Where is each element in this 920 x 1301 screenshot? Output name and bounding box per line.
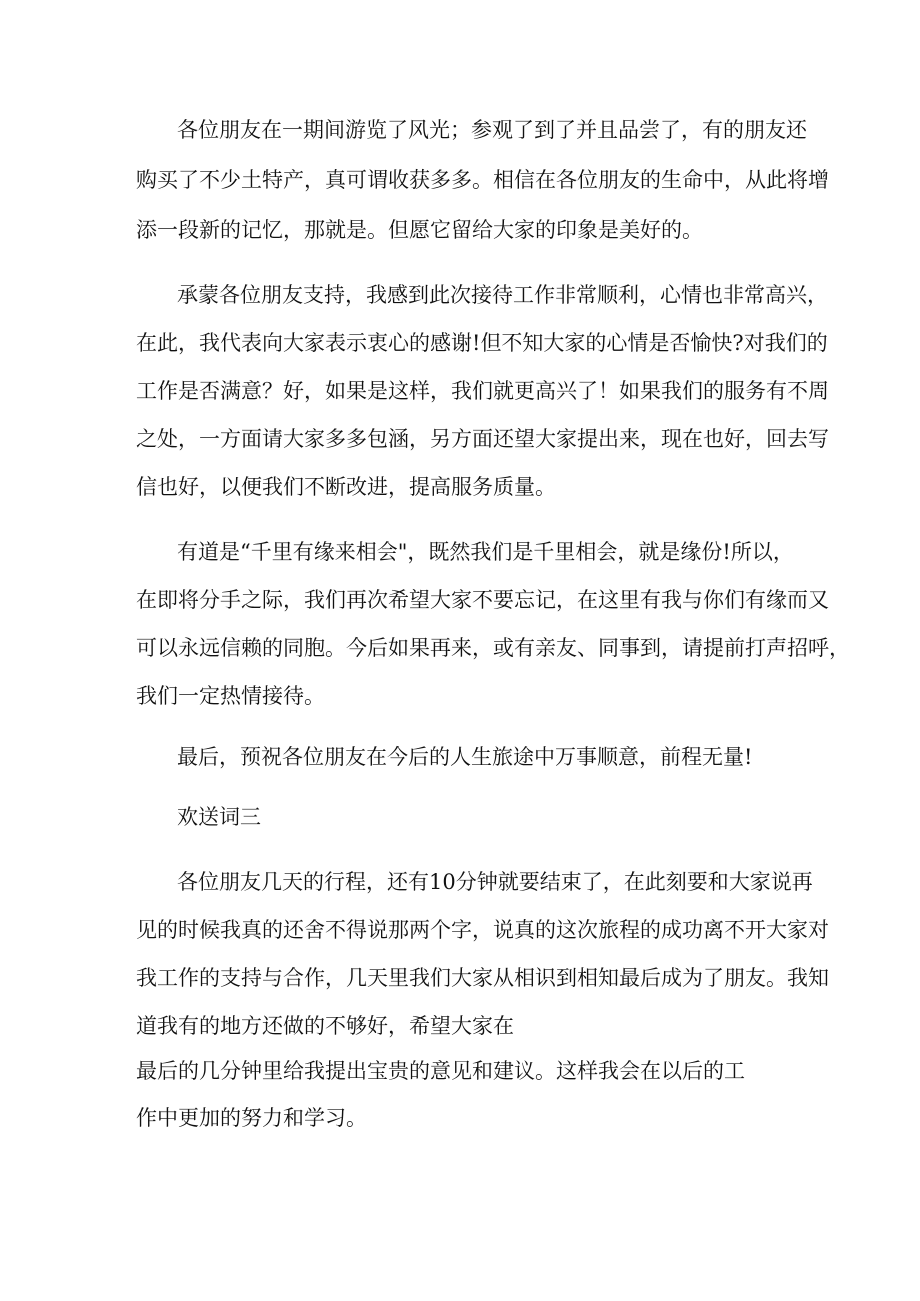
paragraph-line: 道我有的地方还做的不够好，希望大家在 [136, 1014, 514, 1038]
paragraph-line: 在即将分手之际，我们再次希望大家不要忘记，在这里有我与你们有缘而又 [136, 588, 829, 612]
paragraph-line: 工作是否满意？好，如果是这样，我们就更高兴了！如果我们的服务有不周 [136, 379, 829, 403]
paragraph-line: 各位朋友几天的行程，还有10分钟就要结束了，在此刻要和大家说再 [177, 870, 813, 894]
paragraph-line: 承蒙各位朋友支持，我感到此次接待工作非常顺利，心情也非常高兴， [177, 283, 828, 307]
paragraph-line: 之处，一方面请大家多多包涵，另方面还望大家提出来，现在也好，回去写 [136, 427, 829, 451]
paragraph-line: 最后，预祝各位朋友在今后的人生旅途中万事顺意，前程无量! [177, 745, 753, 769]
paragraph-line: 作中更加的努力和学习。 [136, 1106, 367, 1130]
paragraph-line: 在此，我代表向大家表示衷心的感谢!但不知大家的心情是否愉快?对我们的 [136, 331, 828, 355]
paragraph-line: 见的时候我真的还舍不得说那两个字，说真的这次旅程的成功离不开大家对 [136, 918, 829, 942]
paragraph-line: 最后的几分钟里给我提出宝贵的意见和建议。这样我会在以后的工 [136, 1059, 745, 1083]
paragraph-line: 购买了不少土特产，真可谓收获多多。相信在各位朋友的生命中，从此将增 [136, 168, 829, 192]
paragraph-line: 我们一定热情接待。 [136, 684, 325, 708]
paragraph-line: 有道是“千里有缘来相会"，既然我们是千里相会，就是缘份!所以， [177, 540, 794, 564]
paragraph-line: 各位朋友在一期间游览了风光；参观了到了并且品尝了，有的朋友还 [177, 118, 807, 142]
paragraph-line: 添一段新的记忆，那就是。但愿它留给大家的印象是美好的。 [136, 218, 703, 242]
paragraph-line: 可以永远信赖的同胞。今后如果再来，或有亲友、同事到，请提前打声招呼， [136, 636, 850, 660]
paragraph-line: 信也好，以便我们不断改进，提高服务质量。 [136, 475, 556, 499]
section-heading: 欢送词三 [177, 805, 261, 829]
paragraph-line: 我工作的支持与合作，几天里我们大家从相识到相知最后成为了朋友。我知 [136, 966, 829, 990]
